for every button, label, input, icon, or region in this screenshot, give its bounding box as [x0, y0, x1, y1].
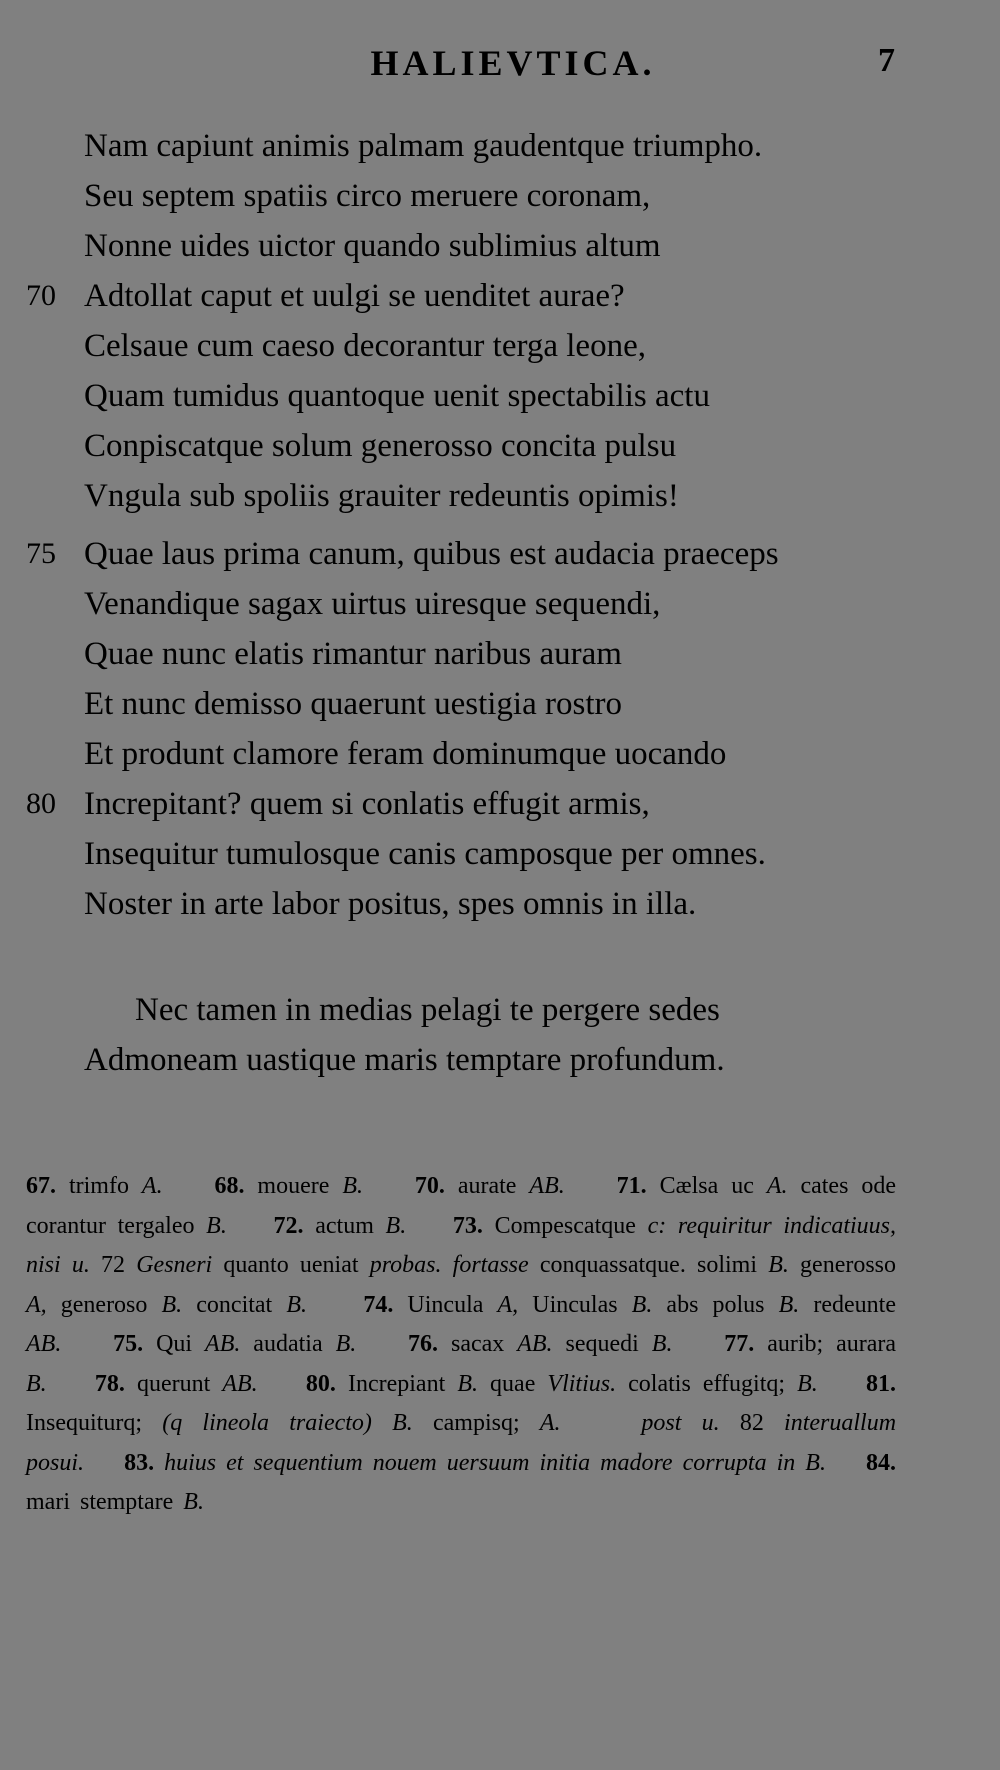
- note-text: quae: [477, 1370, 548, 1397]
- verse-line: [0, 529, 1000, 579]
- manuscript-siglum: B.: [183, 1489, 204, 1515]
- note-text: audatia: [240, 1331, 336, 1357]
- verse-text: Insequitur tumulosque canis camposque per omnes.: [84, 836, 766, 872]
- note-comment: post u.: [641, 1410, 720, 1436]
- note-text: aurate: [444, 1173, 530, 1199]
- verse-text: Seu septem spatiis circo meruere coronam,: [84, 178, 651, 214]
- verse-text: Celsaue cum caeso decorantur terga leone,: [84, 328, 646, 364]
- manuscript-siglum: AB.: [517, 1331, 553, 1357]
- manuscript-siglum: AB.: [205, 1331, 241, 1357]
- note-comment: Gesneri: [136, 1252, 213, 1278]
- note-number: 68.: [214, 1173, 245, 1199]
- note-text: sequedi: [552, 1331, 652, 1357]
- note-text: abs polus: [652, 1291, 779, 1318]
- note-text: trimfo: [56, 1173, 142, 1199]
- verse-line: [0, 985, 1000, 1035]
- note-comment: Vlitius.: [547, 1370, 617, 1397]
- verse-line: [0, 471, 1000, 521]
- note-text: mouere: [244, 1173, 343, 1199]
- note-text: Increpiant: [335, 1370, 458, 1397]
- note-text: 82: [719, 1410, 785, 1436]
- verse-line: [0, 371, 1000, 421]
- verse-text: Et nunc demisso quaerunt uestigia rostro: [84, 686, 622, 722]
- note-text: sacax: [438, 1331, 518, 1357]
- note-number: 78.: [94, 1370, 125, 1397]
- verse-line: [0, 171, 1000, 221]
- verse-line: [0, 271, 1000, 321]
- verse-text: Nam capiunt animis palmam gaudentque triumpho.: [84, 128, 763, 164]
- verse-text: Venandique sagax uirtus uiresque sequendi,: [84, 586, 661, 622]
- note-text: Qui: [143, 1331, 206, 1357]
- verse-text: Nec tamen in medias pelagi te pergere sedes: [135, 992, 720, 1028]
- note-text: concitat: [182, 1291, 287, 1318]
- line-number: 80: [26, 787, 56, 820]
- note-text: cates ode corantur tergaleo: [26, 1173, 897, 1239]
- note-text: 72: [89, 1252, 137, 1278]
- verse-text: Increpitant? quem si conlatis effugit armis,: [84, 786, 650, 822]
- verse-line: [0, 579, 1000, 629]
- note-text: Insequiturq;: [26, 1410, 163, 1436]
- manuscript-siglum: B.: [286, 1291, 307, 1318]
- manuscript-siglum: B.: [342, 1173, 364, 1199]
- note-comment: interuallum posui.: [26, 1410, 897, 1476]
- note-number: 70.: [414, 1173, 445, 1199]
- verse-line: [0, 1035, 1000, 1085]
- note-text: Cælsa uc: [646, 1173, 767, 1199]
- note-text: mari stemptare: [26, 1489, 184, 1515]
- note-number: 74.: [363, 1291, 394, 1318]
- verse-text: Quae laus prima canum, quibus est audacia praeceps: [84, 536, 779, 572]
- verse-text: Admoneam uastique maris temptare profundum.: [84, 1042, 725, 1078]
- note-number: 73.: [452, 1212, 483, 1239]
- note-comment: c: requiritur indicatiuus, nisi u.: [26, 1212, 897, 1278]
- note-comment: huius et sequentium nouem uersuum initia madore corrupta in: [164, 1449, 796, 1476]
- manuscript-siglum: AB.: [529, 1173, 565, 1199]
- manuscript-siglum: B.: [385, 1212, 407, 1239]
- manuscript-siglum: B.: [768, 1252, 789, 1278]
- manuscript-siglum: B.: [795, 1449, 826, 1476]
- verse-text: Vngula sub spoliis grauiter redeuntis opimis!: [84, 478, 679, 514]
- verse-line: [0, 729, 1000, 779]
- note-number: 76.: [408, 1331, 439, 1357]
- manuscript-siglum: B.: [371, 1410, 413, 1436]
- verse-line: [0, 829, 1000, 879]
- note-number: 80.: [305, 1370, 336, 1397]
- note-text: redeunte: [799, 1291, 897, 1318]
- verse-text: Noster in arte labor positus, spes omnis in illa.: [84, 886, 697, 922]
- note-text: querunt: [124, 1370, 223, 1397]
- page-header: [0, 42, 1000, 82]
- note-comment: (q lineola traiecto): [162, 1410, 372, 1436]
- verse-text: Quam tumidus quantoque uenit spectabilis actu: [84, 378, 710, 414]
- note-text: conquassatque. solimi: [528, 1252, 769, 1278]
- verse-line: [0, 221, 1000, 271]
- note-number: 84.: [866, 1449, 897, 1476]
- manuscript-siglum: A.: [539, 1410, 561, 1436]
- note-number: 75.: [113, 1331, 144, 1357]
- note-text: Uinculas: [518, 1291, 632, 1318]
- manuscript-siglum: A.: [766, 1173, 788, 1199]
- note-number: 77.: [724, 1331, 755, 1357]
- note-text: campisq;: [412, 1410, 540, 1436]
- critical-apparatus: [26, 1167, 896, 1523]
- note-number: 83.: [124, 1449, 155, 1476]
- running-title: HALIEVTICA.: [370, 43, 656, 83]
- verse-line: [0, 779, 1000, 829]
- note-text: generosso: [788, 1252, 897, 1278]
- verse-line: [0, 121, 1000, 171]
- note-number: 71.: [616, 1173, 647, 1199]
- note-text: actum: [303, 1212, 386, 1239]
- manuscript-siglum: AB.: [222, 1370, 258, 1397]
- note-text: Compescatque: [482, 1212, 648, 1239]
- note-number: 72.: [273, 1212, 304, 1239]
- line-number: 75: [26, 537, 56, 570]
- manuscript-siglum: B.: [797, 1370, 818, 1397]
- manuscript-siglum: B.: [161, 1291, 183, 1318]
- note-text: generoso: [46, 1291, 162, 1318]
- note-text: quanto ueniat: [212, 1252, 370, 1278]
- note-number: 81.: [866, 1370, 897, 1397]
- verse-text: Nonne uides uictor quando sublimius altum: [84, 228, 661, 264]
- manuscript-siglum: A,: [26, 1291, 47, 1318]
- verse-line: [0, 629, 1000, 679]
- manuscript-siglum: B.: [335, 1331, 357, 1357]
- manuscript-siglum: AB.: [26, 1331, 62, 1357]
- note-text: colatis effugitq;: [616, 1370, 798, 1397]
- verse-line: [0, 679, 1000, 729]
- verse-text: Conpiscatque solum generosso concita pulsu: [84, 428, 677, 464]
- note-number: 67.: [26, 1173, 56, 1199]
- verse-line: [0, 421, 1000, 471]
- manuscript-siglum: B.: [206, 1212, 227, 1239]
- manuscript-siglum: A.: [141, 1173, 163, 1199]
- verse-text: Quae nunc elatis rimantur naribus auram: [84, 636, 622, 672]
- manuscript-siglum: B.: [26, 1370, 47, 1397]
- note-text: aurib; aurara: [754, 1331, 897, 1357]
- page-number: 7: [878, 42, 895, 79]
- verse-text: Adtollat caput et uulgi se uenditet aurae?: [84, 278, 625, 314]
- note-comment: probas. fortasse: [369, 1252, 529, 1278]
- verse-line: [0, 879, 1000, 929]
- manuscript-siglum: A,: [497, 1291, 519, 1318]
- verse-text: Et produnt clamore feram dominumque uocando: [84, 736, 727, 772]
- manuscript-siglum: B.: [778, 1291, 800, 1318]
- manuscript-siglum: B.: [457, 1370, 478, 1397]
- note-text: Uincula: [393, 1291, 498, 1318]
- verse-line: [0, 321, 1000, 371]
- line-number: 70: [26, 279, 56, 312]
- manuscript-siglum: B.: [651, 1331, 673, 1357]
- manuscript-siglum: B.: [631, 1291, 653, 1318]
